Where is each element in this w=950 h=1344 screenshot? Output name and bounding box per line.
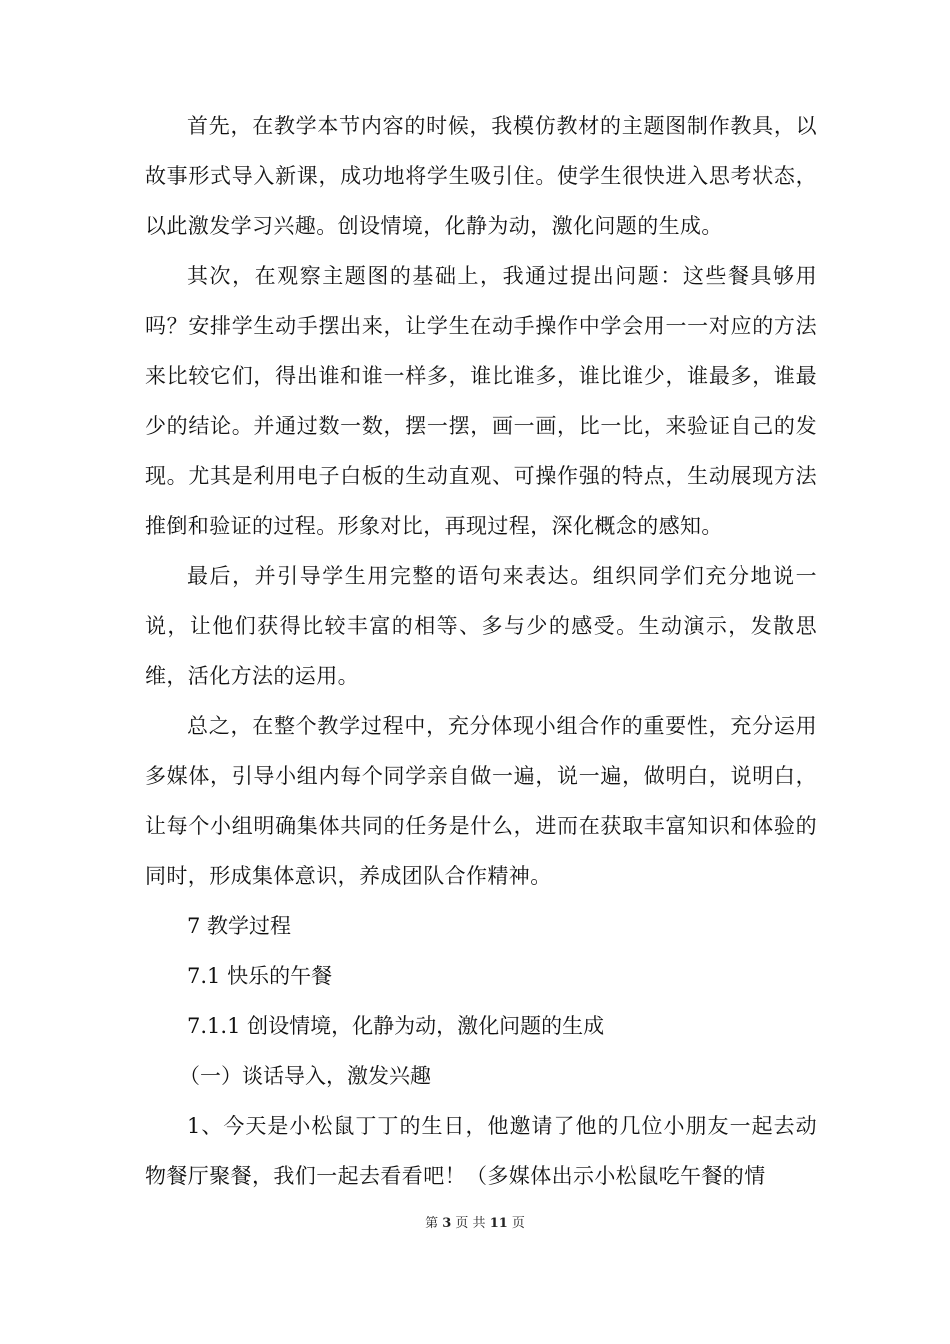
heading-section-7-1-1: 7.1.1 创设情境，化静为动，激化问题的生成	[187, 1014, 605, 1038]
page-footer	[0, 1214, 950, 1234]
footer-prefix: 第	[425, 1216, 439, 1231]
heading-subsection-one: （一）谈话导入，激发兴趣	[179, 1064, 431, 1088]
paragraph-story: 1、今天是小松鼠丁丁的生日，他邀请了他的几位小朋友一起去动物餐厅聚餐，我们一起去看看吧！（多媒体出示小松鼠吃午餐的情	[145, 1114, 817, 1188]
footer-middle: 页 共	[455, 1216, 486, 1231]
footer-suffix: 页	[511, 1216, 525, 1231]
heading-section-7: 7 教学过程	[187, 914, 292, 938]
paragraph-second: 其次，在观察主题图的基础上，我通过提出问题：这些餐具够用吗？安排学生动手摆出来，让学生在动手操作中学会用一一对应的方法来比较它们，得出谁和谁一样多，谁比谁多，谁比谁少，谁最多，谁最少的结论。并通过数一数，摆一摆，画一画，比一比，来验证自己的发现。尤其是利用电子白板的生动直观、可操作强的特点，生动展现方法推倒和验证的过程。形象对比，再现过程，深化概念的感知。	[145, 264, 817, 538]
footer-total-pages: 11	[489, 1216, 508, 1231]
paragraph-intro: 首先，在教学本节内容的时候，我模仿教材的主题图制作教具，以故事形式导入新课，成功地将学生吸引住。使学生很快进入思考状态，以此激发学习兴趣。创设情境，化静为动，激化问题的生成。	[145, 114, 817, 238]
footer-page-number: 3	[442, 1216, 452, 1231]
document-body	[145, 101, 817, 1201]
paragraph-summary: 总之，在整个教学过程中，充分体现小组合作的重要性，充分运用多媒体，引导小组内每个同学亲自做一遍，说一遍，做明白，说明白，让每个小组明确集体共同的任务是什么，进而在获取丰富知识和体验的同时，形成集体意识，养成团队合作精神。	[145, 714, 817, 888]
heading-section-7-1: 7.1 快乐的午餐	[187, 964, 333, 988]
paragraph-finally: 最后，并引导学生用完整的语句来表达。组织同学们充分地说一说，让他们获得比较丰富的相等、多与少的感受。生动演示，发散思维，活化方法的运用。	[145, 564, 817, 688]
